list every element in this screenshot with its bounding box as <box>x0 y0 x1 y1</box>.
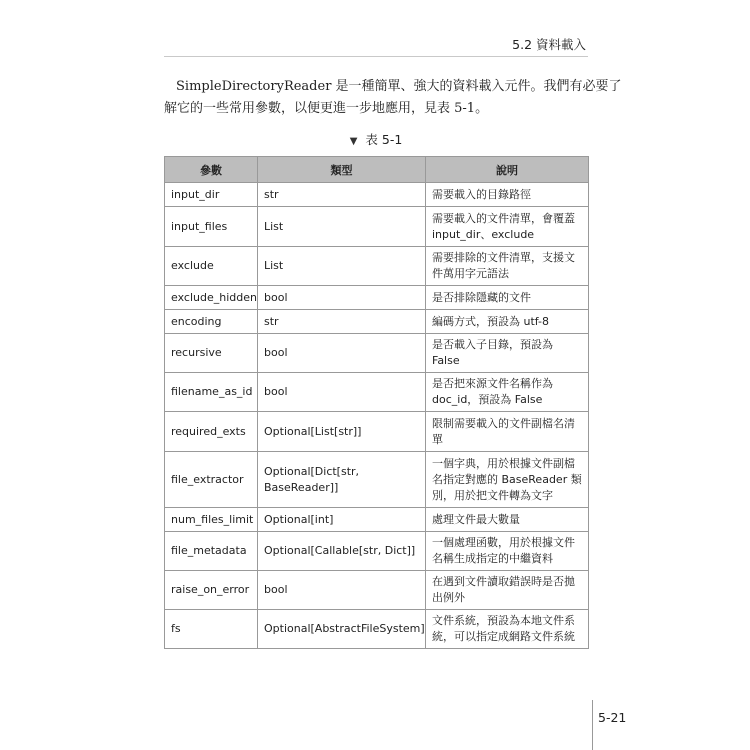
type-cell: str <box>258 310 426 334</box>
type-cell: Optional[int] <box>258 508 426 532</box>
table-row <box>165 610 589 649</box>
param-cell: recursive <box>165 334 258 373</box>
type-cell: str <box>258 183 426 207</box>
table-row <box>165 334 589 373</box>
table-row <box>165 571 589 610</box>
table-row <box>165 532 589 571</box>
table-row <box>165 508 589 532</box>
parameters-table <box>164 156 589 649</box>
table-caption-text: 表 5-1 <box>365 132 403 147</box>
type-cell: Optional[Dict[str, BaseReader]] <box>258 452 426 508</box>
type-cell: Optional[List[str]] <box>258 412 426 452</box>
header-param: 參數 <box>165 157 258 183</box>
param-cell: raise_on_error <box>165 571 258 610</box>
desc-cell: 一個字典，用於根據文件副檔名指定對應的 BaseReader 類別，用於把文件轉為文字 <box>426 452 589 508</box>
desc-cell: 需要排除的文件清單，支援文件萬用字元語法 <box>426 247 589 286</box>
header-type: 類型 <box>258 157 426 183</box>
desc-cell: 文件系統，預設為本地文件系統，可以指定成網路文件系統 <box>426 610 589 649</box>
desc-cell: 在遇到文件讀取錯誤時是否拋出例外 <box>426 571 589 610</box>
section-title: 5.2 資料載入 <box>512 37 586 52</box>
desc-cell: 需要載入的文件清單，會覆蓋input_dir、exclude <box>426 207 589 247</box>
table-caption <box>164 130 588 148</box>
param-cell: required_exts <box>165 412 258 452</box>
desc-cell: 限制需要載入的文件副檔名清單 <box>426 412 589 452</box>
param-cell: encoding <box>165 310 258 334</box>
page-number: 5-21 <box>598 710 627 725</box>
type-cell: bool <box>258 571 426 610</box>
table-row <box>165 183 589 207</box>
desc-cell: 需要載入的目錄路徑 <box>426 183 589 207</box>
param-cell: exclude <box>165 247 258 286</box>
intro-line-2: 解它的一些常用參數，以便更進一步地應用，見表 5-1。 <box>164 101 489 116</box>
desc-cell: 是否把來源文件名稱作為 doc_id，預設為 False <box>426 373 589 412</box>
type-cell: bool <box>258 286 426 310</box>
param-cell: input_dir <box>165 183 258 207</box>
param-cell: file_metadata <box>165 532 258 571</box>
type-cell: bool <box>258 334 426 373</box>
header-desc: 說明 <box>426 157 589 183</box>
type-cell: Optional[Callable[str, Dict]] <box>258 532 426 571</box>
table-row <box>165 247 589 286</box>
type-cell: List <box>258 207 426 247</box>
intro-paragraph <box>164 76 622 120</box>
type-cell: bool <box>258 373 426 412</box>
param-cell: exclude_hidden <box>165 286 258 310</box>
param-cell: num_files_limit <box>165 508 258 532</box>
table-row <box>165 452 589 508</box>
table-header-row <box>165 157 589 183</box>
triangle-down-icon: ▼ <box>349 136 358 147</box>
desc-cell: 一個處理函數，用於根據文件名稱生成指定的中繼資料 <box>426 532 589 571</box>
table-row <box>165 286 589 310</box>
footer-divider <box>592 700 593 750</box>
param-cell: fs <box>165 610 258 649</box>
type-cell: List <box>258 247 426 286</box>
desc-cell: 處理文件最大數量 <box>426 508 589 532</box>
intro-line-1: SimpleDirectoryReader 是一種簡單、強大的資料載入元件。我們有必要了 <box>176 79 622 94</box>
table-row <box>165 412 589 452</box>
table-row <box>165 310 589 334</box>
table-row <box>165 207 589 247</box>
param-cell: input_files <box>165 207 258 247</box>
type-cell: Optional[AbstractFileSystem] <box>258 610 426 649</box>
desc-cell: 是否載入子目錄，預設為 False <box>426 334 589 373</box>
desc-cell: 編碼方式，預設為 utf-8 <box>426 310 589 334</box>
page-header <box>164 22 588 57</box>
param-cell: filename_as_id <box>165 373 258 412</box>
param-cell: file_extractor <box>165 452 258 508</box>
table-row <box>165 373 589 412</box>
desc-cell: 是否排除隱藏的文件 <box>426 286 589 310</box>
